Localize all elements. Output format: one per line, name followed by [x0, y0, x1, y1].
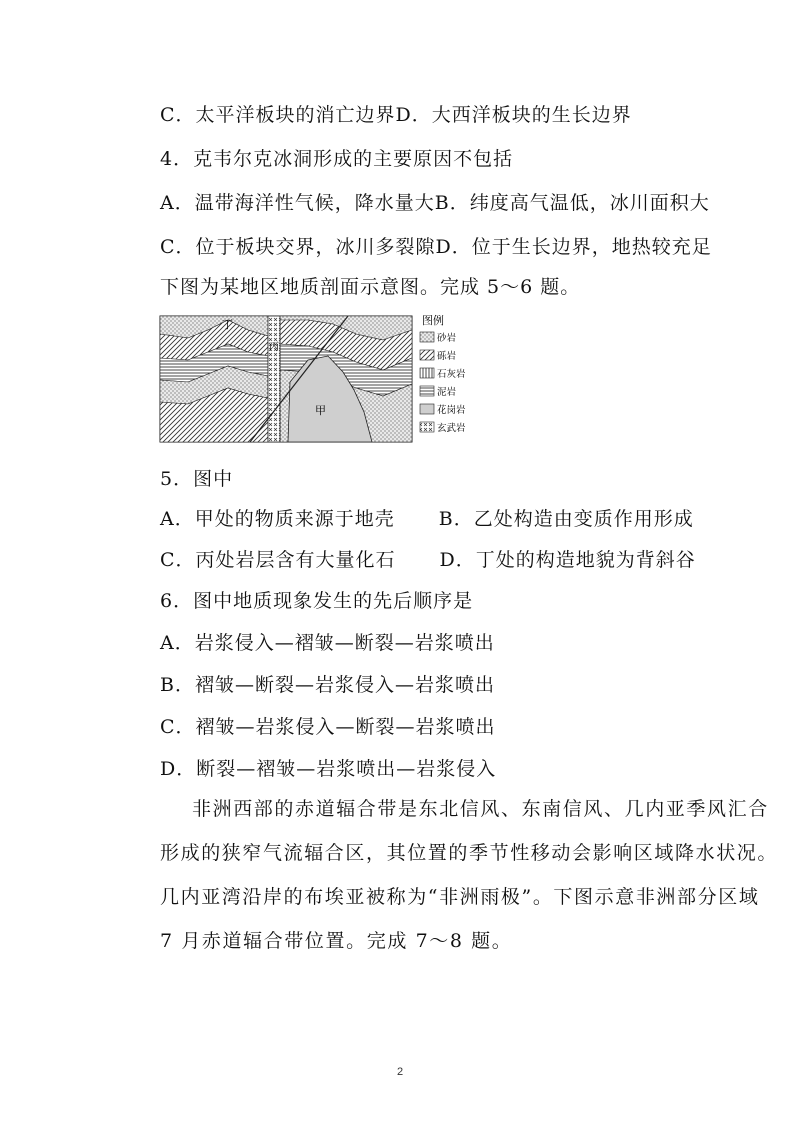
geologic-section-svg	[158, 312, 478, 446]
legend-label-limestone: 石灰岩	[437, 369, 466, 380]
page-number: 2	[396, 1066, 404, 1078]
q3-option-row-cd	[160, 102, 632, 128]
q3-option-d: D．大西洋板块的生长边界	[395, 104, 632, 126]
legend-label-sandstone: 砂岩	[437, 333, 457, 344]
legend-swatch-limestone	[420, 368, 434, 378]
legend-title: 图例	[422, 314, 444, 327]
q5-option-row-ab	[160, 506, 694, 532]
q5-option-a: A．甲处的物质来源于地壳	[160, 508, 395, 530]
q4-option-a: A．温带海洋性气候，降水量大	[160, 192, 435, 214]
q6-option-c: C．褶皱—岩浆侵入—断裂—岩浆喷出	[160, 716, 496, 738]
section-body	[160, 316, 412, 442]
label-bing: 丙	[269, 342, 279, 353]
intro-5-6: 下图为某地区地质剖面示意图。完成 5～6 题。	[160, 276, 581, 298]
passage-line-4: 7 月赤道辐合带位置。完成 7～8 题。	[160, 930, 513, 952]
legend-label-basalt: 玄武岩	[437, 423, 466, 434]
legend-swatch-basalt	[420, 422, 434, 432]
q4-option-row-cd	[160, 234, 712, 260]
q5-option-c: C．丙处岩层含有大量化石	[160, 549, 396, 571]
legend-label-granite: 花岗岩	[437, 405, 466, 416]
label-jia: 甲	[315, 404, 326, 417]
legend-swatch-conglomerate	[420, 350, 434, 360]
legend-label-mudstone: 泥岩	[437, 387, 457, 398]
passage-line-3: 几内亚湾沿岸的布埃亚被称为“非洲雨极”。下图示意非洲部分区域	[160, 886, 760, 908]
q3-option-c: C．太平洋板块的消亡边界	[160, 104, 396, 126]
legend-swatch-mudstone	[420, 386, 434, 396]
q5-option-d: D．丁处的构造地貌为背斜谷	[439, 549, 696, 571]
q4-stem: 4．克韦尔克冰洞形成的主要原因不包括	[160, 148, 514, 170]
geologic-section-figure	[158, 312, 478, 446]
figure-legend	[420, 313, 466, 434]
q5-stem: 5．图中	[160, 468, 234, 490]
passage-line-2: 形成的狭窄气流辐合区，其位置的季节性移动会影响区域降水状况。	[160, 842, 779, 864]
label-ding: 丁	[222, 318, 233, 331]
q4-option-b: B．纬度高气温低，冰川面积大	[434, 192, 710, 214]
q5-option-row-cd	[160, 547, 696, 573]
q6-option-d: D．断裂—褶皱—岩浆喷出—岩浆侵入	[160, 758, 497, 780]
passage-line-1: 非洲西部的赤道辐合带是东北信风、东南信风、几内亚季风汇合	[192, 798, 769, 820]
q4-option-d: D．位于生长边界，地热较充足	[435, 236, 712, 258]
q6-stem: 6．图中地质现象发生的先后顺序是	[160, 590, 474, 612]
q4-option-c: C．位于板块交界，冰川多裂隙	[160, 236, 436, 258]
q6-option-a: A．岩浆侵入—褶皱—断裂—岩浆喷出	[160, 632, 495, 654]
legend-swatch-granite	[420, 404, 434, 414]
q4-option-row-ab	[160, 190, 710, 216]
legend-swatch-sandstone	[420, 332, 434, 342]
legend-label-conglomerate: 砾岩	[437, 351, 457, 362]
q6-option-b: B．褶皱—断裂—岩浆侵入—岩浆喷出	[160, 674, 495, 696]
q5-option-b: B．乙处构造由变质作用形成	[438, 508, 694, 530]
